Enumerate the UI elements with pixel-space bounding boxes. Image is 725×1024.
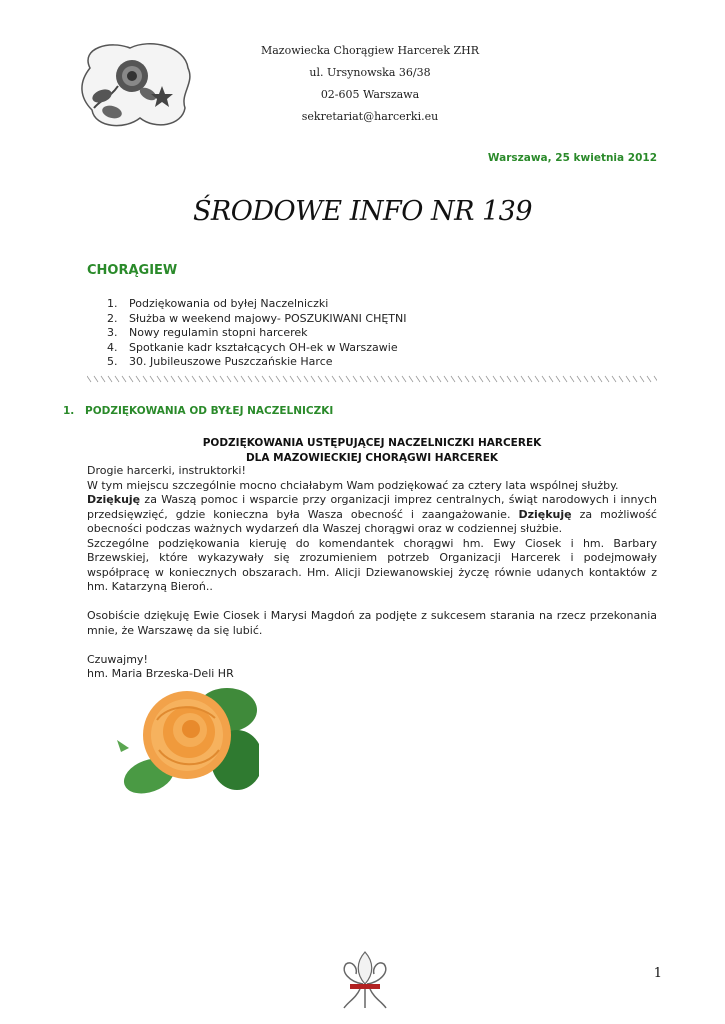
section-heading: CHORĄGIEW	[87, 263, 178, 278]
paragraph-support: Dziękuję za Waszą pomoc i wsparcie przy organizacji imprez centralnych, świąt narodowych i innych przedsięwzięć, gdzie konieczna była Wasza obecność i zaangażowanie. Dziękuję za możliwość obecności podczas ważnych wydarzeń dla Waszej chorągwi oraz w codziennej służbie.	[87, 493, 657, 535]
list-item: 3. Nowy regulamin stopni harcerek	[107, 326, 308, 339]
street-address: ul. Ursynowska 36/38	[309, 66, 431, 79]
list-item: 2. Służba w weekend majowy- POSZUKIWANI CHĘTNI	[107, 311, 407, 325]
letterhead-address	[230, 40, 510, 128]
list-item: 1. Podziękowania od byłej Naczelniczki	[107, 297, 329, 310]
page-number: 1	[653, 966, 662, 981]
signature: hm. Maria Brzeska-Deli HR	[87, 667, 234, 680]
greeting: Drogie harcerki, instruktorki!	[87, 464, 246, 477]
paragraph-personal: Osobiście dziękuję Ewie Ciosek i Marysi Magdoń za podjęte z sukcesem starania na rzecz przekonania mnie, że Warszawę da się lubić.	[87, 609, 657, 637]
list-item: 4. Spotkanie kadr kształcących OH-ek w Warszawie	[107, 340, 398, 354]
postal-city: 02-605 Warszawa	[320, 88, 420, 101]
email-address: sekretariat@harcerki.eu	[301, 110, 439, 123]
fleur-de-lis-icon	[336, 950, 394, 1012]
letter-body	[87, 464, 657, 682]
closing: Czuwajmy!	[87, 652, 148, 666]
orange-rose-image	[87, 680, 259, 798]
paragraph-thanks: W tym miejscu szczególnie mocno chciałabym Wam podziękować za cztery lata wspólnej służby.	[87, 478, 619, 492]
page-title: ŚRODOWE INFO NR 139	[192, 196, 533, 227]
list-item: 5. 30. Jubileuszowe Puszczańskie Harce	[107, 355, 333, 368]
section-1-heading: 1. PODZIĘKOWANIA OD BYŁEJ NACZELNICZKI	[63, 405, 334, 417]
document-date: Warszawa, 25 kwietnia 2012	[487, 152, 657, 164]
paragraph-commanders: Szczególne podziękowania kieruję do komendantek chorągwi hm. Ewy Ciosek i hm. Barbary Brzewskiej, które wykazywały się zrozumieniem potrzeb Organizacji Harcerek i podejmowały współpracę w koniecznych obszarach. Hm. Alicji Dziewanowskiej życzę równie udanych kontaktów z hm. Katarzyną Bieroń..	[87, 536, 657, 593]
table-of-contents	[107, 297, 407, 370]
scout-rose-logo	[70, 38, 200, 133]
decorative-divider	[87, 375, 657, 383]
letter-heading-line1: PODZIĘKOWANIA USTĘPUJĄCEJ NACZELNICZKI HARCEREK	[202, 437, 542, 449]
letter-heading-line2: DLA MAZOWIECKIEJ CHORĄGWI HARCEREK	[245, 452, 499, 464]
org-name: Mazowiecka Chorągiew Harcerek ZHR	[260, 44, 479, 57]
